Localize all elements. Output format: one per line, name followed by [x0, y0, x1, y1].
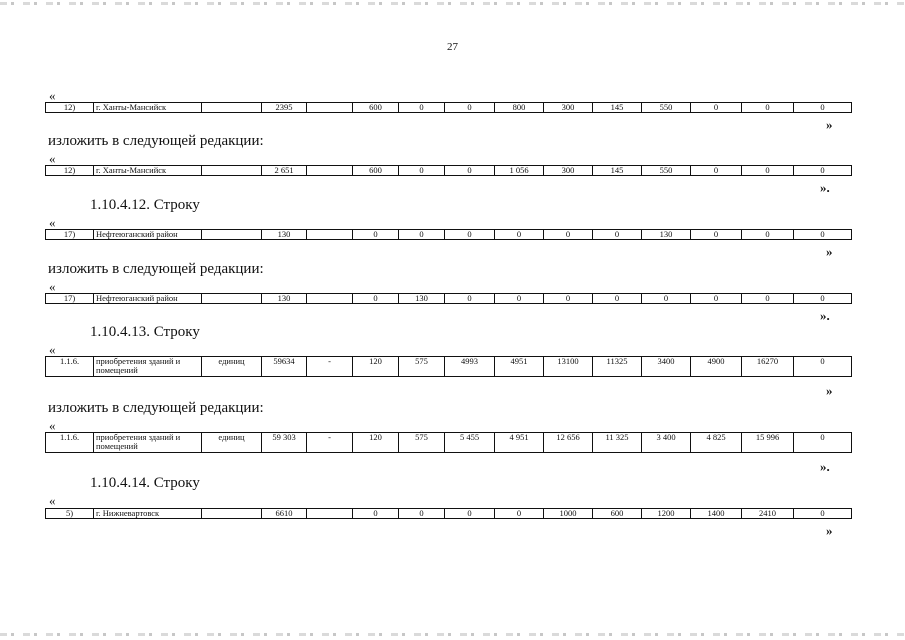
- cell-value: единиц: [202, 357, 262, 377]
- cell-value: 0: [353, 230, 399, 240]
- cell-value: 16270: [742, 357, 794, 377]
- cell-value: 0: [742, 294, 794, 304]
- cell-value: 550: [642, 166, 691, 176]
- cell-value: 0: [794, 166, 852, 176]
- quote-close: »: [826, 244, 833, 259]
- section-heading-1-10-4-13: 1.10.4.13. Строку: [90, 324, 200, 340]
- cell-value: 4 951: [495, 433, 544, 453]
- quote-open: «: [49, 342, 56, 357]
- cell-value: 600: [353, 166, 399, 176]
- cell-value: 300: [544, 166, 593, 176]
- cell-value: 1400: [691, 509, 742, 519]
- cell-index: 1.1.6.: [46, 357, 94, 377]
- cell-value: -: [307, 357, 353, 377]
- cell-value: 800: [495, 103, 544, 113]
- cell-value: 2410: [742, 509, 794, 519]
- table-old-row-acquisition: [45, 356, 852, 377]
- cell-value: 575: [399, 357, 445, 377]
- cell-value: 120: [353, 433, 399, 453]
- cell-index: 17): [46, 294, 94, 304]
- quote-open: «: [49, 418, 56, 433]
- cell-value: 0: [495, 294, 544, 304]
- table-row: [46, 433, 852, 453]
- cell-value: 0: [642, 294, 691, 304]
- quote-close: »: [826, 117, 833, 132]
- cell-value: 300: [544, 103, 593, 113]
- quote-open: «: [49, 493, 56, 508]
- table-new-row-acquisition: [45, 432, 852, 453]
- cell-value: 130: [262, 294, 307, 304]
- cell-value: 145: [593, 166, 642, 176]
- cell-index: 5): [46, 509, 94, 519]
- cell-value: [307, 166, 353, 176]
- scan-edge-top: [0, 2, 905, 5]
- table-old-row-nefteyugansk: [45, 229, 852, 240]
- cell-value: 600: [593, 509, 642, 519]
- table-old-row-khanty-mansiysk: [45, 102, 852, 113]
- cell-index: 1.1.6.: [46, 433, 94, 453]
- cell-value: 13100: [544, 357, 593, 377]
- table-row: [46, 103, 852, 113]
- cell-value: 0: [445, 166, 495, 176]
- table-new-row-nefteyugansk: [45, 293, 852, 304]
- cell-value: 130: [399, 294, 445, 304]
- quote-close-period: ».: [820, 180, 830, 195]
- page-number: 27: [447, 41, 458, 53]
- cell-value: 0: [445, 103, 495, 113]
- section-heading-1-10-4-14: 1.10.4.14. Строку: [90, 475, 200, 491]
- replace-phrase: изложить в следующей редакции:: [48, 400, 264, 416]
- cell-index: 12): [46, 166, 94, 176]
- section-heading-1-10-4-12: 1.10.4.12. Строку: [90, 197, 200, 213]
- cell-value: 3 400: [642, 433, 691, 453]
- cell-index: 17): [46, 230, 94, 240]
- cell-value: 0: [544, 230, 593, 240]
- cell-value: 0: [495, 230, 544, 240]
- cell-name: г. Ханты-Мансийск: [94, 103, 202, 113]
- cell-name: г. Нижневартовск: [94, 509, 202, 519]
- cell-value: 4993: [445, 357, 495, 377]
- cell-value: 11325: [593, 357, 642, 377]
- cell-value: 12 656: [544, 433, 593, 453]
- replace-phrase: изложить в следующей редакции:: [48, 133, 264, 149]
- cell-value: 0: [399, 103, 445, 113]
- cell-value: [307, 294, 353, 304]
- quote-close: »: [826, 523, 833, 538]
- cell-index: 12): [46, 103, 94, 113]
- cell-value: 0: [794, 103, 852, 113]
- cell-value: 130: [642, 230, 691, 240]
- cell-value: 59634: [262, 357, 307, 377]
- cell-value: 4 825: [691, 433, 742, 453]
- quote-open: «: [49, 215, 56, 230]
- cell-value: 4900: [691, 357, 742, 377]
- cell-value: единиц: [202, 433, 262, 453]
- cell-value: 0: [794, 357, 852, 377]
- cell-value: 0: [399, 509, 445, 519]
- replace-phrase: изложить в следующей редакции:: [48, 261, 264, 277]
- scan-edge-bottom: [0, 633, 905, 636]
- quote-close-period: ».: [820, 459, 830, 474]
- cell-value: [307, 230, 353, 240]
- cell-value: 0: [353, 509, 399, 519]
- table-new-row-khanty-mansiysk: [45, 165, 852, 176]
- cell-value: 0: [794, 294, 852, 304]
- cell-value: 0: [593, 294, 642, 304]
- cell-name: приобретения зданий и помещений: [94, 357, 202, 377]
- cell-value: 550: [642, 103, 691, 113]
- cell-value: 1 056: [495, 166, 544, 176]
- cell-value: 2 651: [262, 166, 307, 176]
- cell-value: [307, 509, 353, 519]
- cell-value: 0: [593, 230, 642, 240]
- cell-value: [202, 294, 262, 304]
- cell-value: 120: [353, 357, 399, 377]
- cell-value: 575: [399, 433, 445, 453]
- cell-value: [202, 230, 262, 240]
- quote-open: «: [49, 279, 56, 294]
- cell-value: 0: [794, 230, 852, 240]
- cell-value: 0: [445, 294, 495, 304]
- cell-value: 0: [691, 166, 742, 176]
- cell-value: 4951: [495, 357, 544, 377]
- cell-value: [307, 103, 353, 113]
- cell-value: 11 325: [593, 433, 642, 453]
- cell-value: 1000: [544, 509, 593, 519]
- table-old-row-nizhnevartovsk: [45, 508, 852, 519]
- cell-value: -: [307, 433, 353, 453]
- cell-value: 0: [794, 509, 852, 519]
- quote-open: «: [49, 88, 56, 103]
- cell-value: [202, 509, 262, 519]
- table-row: [46, 357, 852, 377]
- table-row: [46, 294, 852, 304]
- cell-value: 0: [445, 230, 495, 240]
- cell-value: 600: [353, 103, 399, 113]
- cell-value: [202, 103, 262, 113]
- cell-value: 1200: [642, 509, 691, 519]
- cell-value: 145: [593, 103, 642, 113]
- cell-value: 0: [544, 294, 593, 304]
- cell-value: 0: [742, 103, 794, 113]
- cell-value: 0: [742, 166, 794, 176]
- cell-value: 0: [691, 230, 742, 240]
- cell-value: 0: [794, 433, 852, 453]
- quote-close: »: [826, 383, 833, 398]
- quote-close-period: ».: [820, 308, 830, 323]
- table-row: [46, 230, 852, 240]
- cell-value: 0: [691, 103, 742, 113]
- cell-value: 3400: [642, 357, 691, 377]
- table-row: [46, 509, 852, 519]
- cell-value: 130: [262, 230, 307, 240]
- cell-value: 0: [399, 166, 445, 176]
- table-row: [46, 166, 852, 176]
- cell-value: [202, 166, 262, 176]
- cell-value: 6610: [262, 509, 307, 519]
- cell-value: 15 996: [742, 433, 794, 453]
- cell-name: г. Ханты-Мансийск: [94, 166, 202, 176]
- cell-value: 0: [691, 294, 742, 304]
- cell-value: 0: [445, 509, 495, 519]
- cell-value: 0: [399, 230, 445, 240]
- cell-value: 5 455: [445, 433, 495, 453]
- cell-value: 2395: [262, 103, 307, 113]
- cell-name: Нефтеюганский район: [94, 230, 202, 240]
- quote-open: «: [49, 151, 56, 166]
- cell-name: Нефтеюганский район: [94, 294, 202, 304]
- cell-name: приобретения зданий и помещений: [94, 433, 202, 453]
- cell-value: 0: [353, 294, 399, 304]
- cell-value: 0: [742, 230, 794, 240]
- cell-value: 0: [495, 509, 544, 519]
- cell-value: 59 303: [262, 433, 307, 453]
